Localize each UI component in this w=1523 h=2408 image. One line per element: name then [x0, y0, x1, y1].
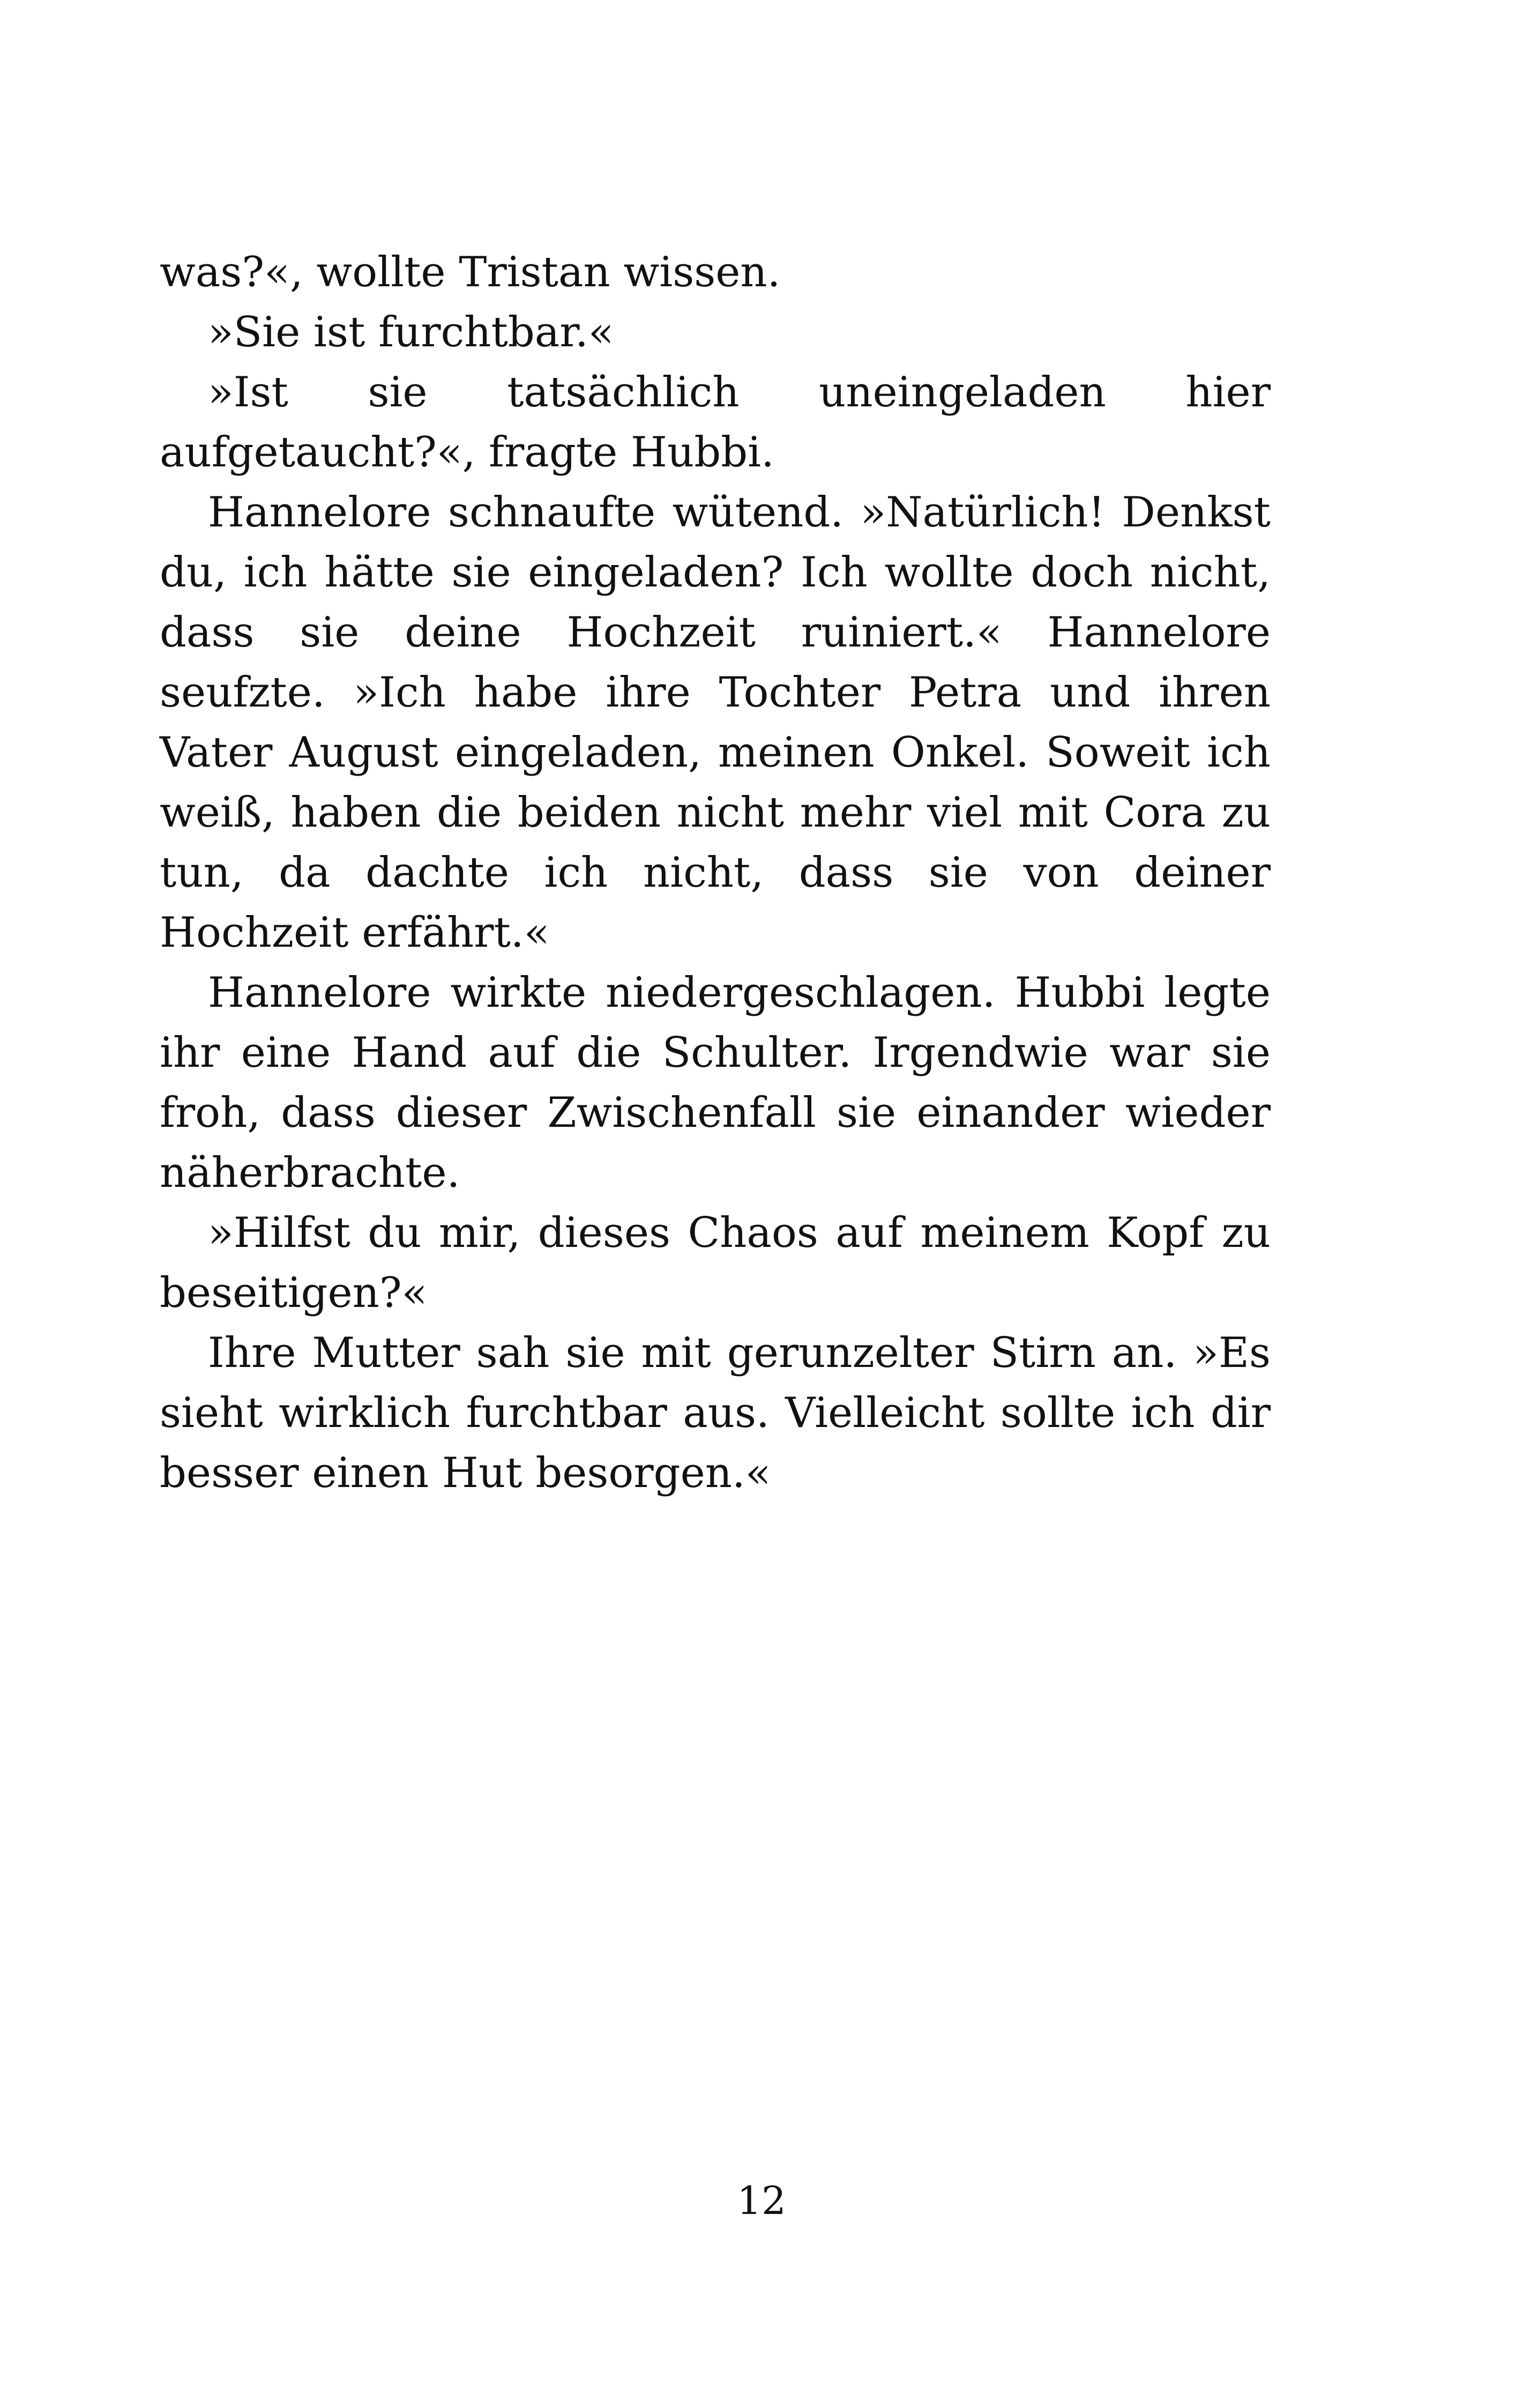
page-number: 12: [737, 2178, 786, 2223]
body-text: [160, 242, 1271, 1503]
paragraph: was?«, wollte Tristan wissen.: [160, 248, 781, 296]
paragraph: »Sie ist furchtbar.«: [208, 308, 614, 356]
paragraph: »Hilfst du mir, dieses Chaos auf meinem Kopf zu beseitigen?«: [160, 1209, 1271, 1317]
paragraph: Hannelore schnaufte wütend. »Natürlich! Denkst du, ich hätte sie eingeladen? Ich wollte doch nicht, dass sie deine Hochzeit ruiniert.« Hannelore seufzte. »Ich habe ihre Tochter Petra und ihren Vater August eingeladen, meinen Onkel. Soweit ich weiß, haben die beiden nicht mehr viel mit Cora zu tun, da dachte ich nicht, dass sie von deiner Hochzeit erfährt.«: [160, 488, 1271, 957]
paragraph: Hannelore wirkte niedergeschlagen. Hubbi legte ihr eine Hand auf die Schulter. Irgendwie war sie froh, dass dieser Zwischenfall sie einander wieder näherbrachte.: [160, 969, 1271, 1197]
paragraph: Ihre Mutter sah sie mit gerunzelter Stirn an. »Es sieht wirklich furchtbar aus. Vielleicht sollte ich dir besser einen Hut besorgen.«: [160, 1329, 1271, 1497]
paragraph: »Ist sie tatsächlich uneingeladen hier aufgetaucht?«, fragte Hubbi.: [160, 368, 1271, 477]
